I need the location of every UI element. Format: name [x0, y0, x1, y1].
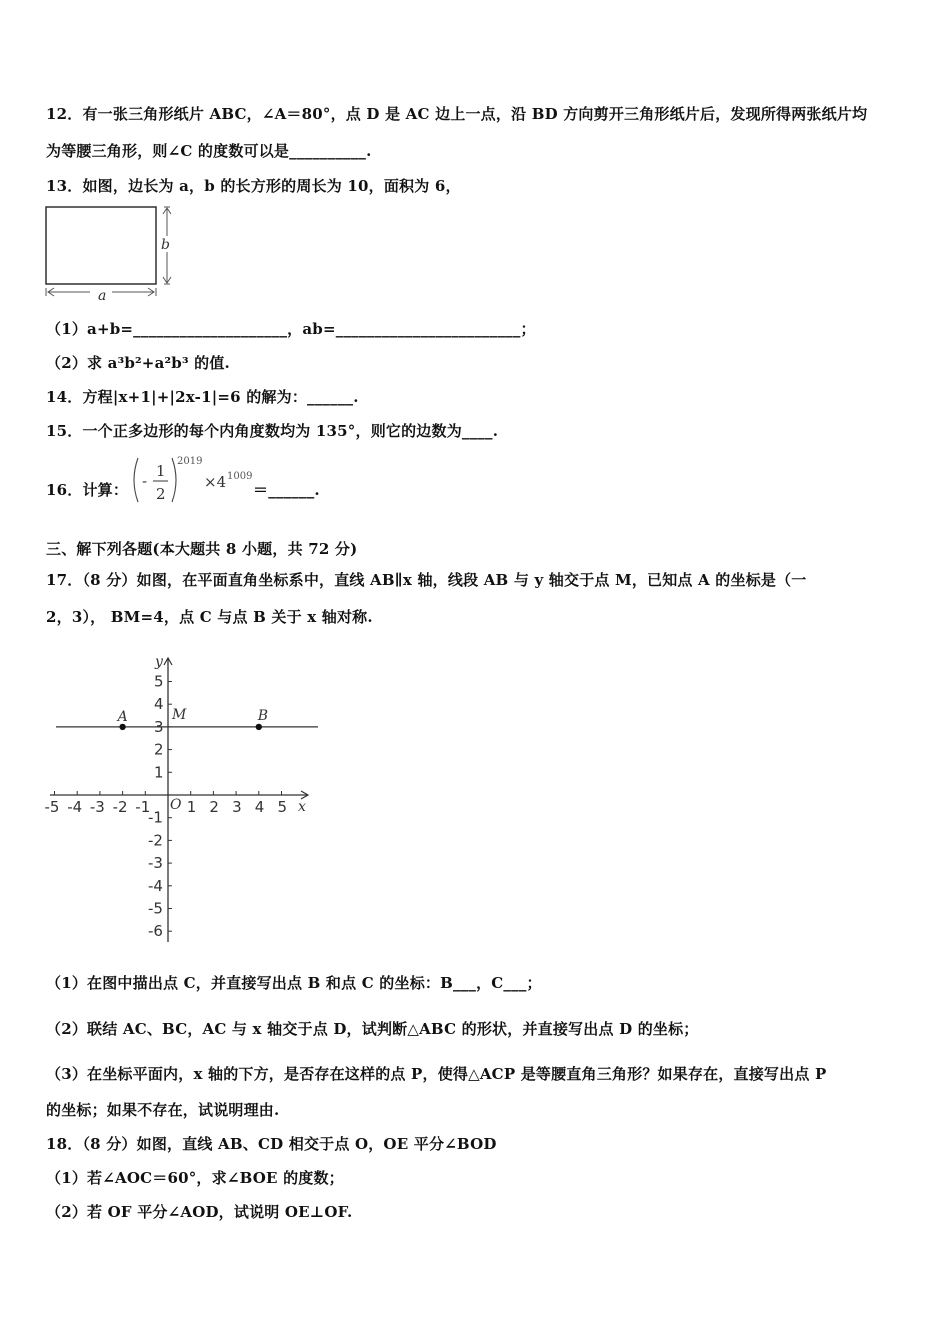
y-tick-label: 5 [154, 672, 164, 691]
q16-denominator: 2 [156, 485, 166, 503]
origin-label: O [170, 797, 182, 813]
x-tick-label: 4 [254, 798, 265, 816]
q16-suffix: ＝______. [253, 481, 320, 499]
label-a: a [98, 288, 107, 304]
y-tick-label: -6 [148, 922, 163, 941]
q16-prefix: 16．计算： [46, 481, 129, 499]
y-tick-label: 3 [154, 717, 164, 736]
coordinate-plane [46, 650, 326, 950]
y-tick-label: -3 [148, 854, 163, 873]
x-tick-label: 2 [209, 798, 219, 816]
q12-line1: 12．有一张三角形纸片 ABC，∠A＝80°，点 D 是 AC 边上一点，沿 BD 方向剪开三角形纸片后，发现所得两张纸片均 [46, 105, 868, 123]
q18-part1: （1）若∠AOC＝60°，求∠BOE 的度数； [46, 1169, 344, 1187]
y-tick-label: 4 [154, 695, 164, 714]
x-axis-label: x [298, 799, 306, 815]
y-tick-label: 2 [154, 740, 164, 759]
section3-title: 三、解下列各题(本大题共 8 小题，共 72 分) [46, 540, 358, 558]
q12-line2: 为等腰三角形，则∠C 的度数可以是__________. [46, 142, 372, 160]
x-tick-label: 3 [232, 798, 242, 816]
q16-numerator: 1 [156, 462, 166, 480]
y-tick-label: -5 [148, 899, 163, 918]
x-tick-label: -5 [44, 798, 60, 816]
rectangle [46, 207, 156, 284]
label-b: b [161, 237, 170, 253]
q17-part3b: 的坐标；如果不存在，试说明理由. [46, 1101, 280, 1119]
q13-stem: 13．如图，边长为 a，b 的长方形的周长为 10，面积为 6， [46, 177, 461, 195]
q17-part3a: （3）在坐标平面内，x 轴的下方，是否存在这样的点 P，使得△ACP 是等腰直角三角形？如果存在，直接写出点 P [46, 1065, 827, 1083]
q16-sign: - [142, 472, 148, 490]
y-tick-label: -1 [148, 808, 163, 827]
y-tick-label: -4 [148, 876, 163, 895]
x-tick-label: 5 [277, 798, 288, 816]
x-tick-label: -1 [135, 798, 151, 816]
x-tick-label: 1 [186, 798, 197, 816]
x-tick-label: -2 [112, 798, 128, 816]
q17-line1: 17．（8 分）如图，在平面直角坐标系中，直线 AB∥x 轴，线段 AB 与 y 轴交于点 M，已知点 A 的坐标是（一 [46, 571, 807, 589]
point-a-label: A [117, 708, 128, 725]
q17-line2: 2，3）， BM=4，点 C 与点 B 关于 x 轴对称. [46, 608, 373, 626]
rectangle-figure [40, 200, 180, 306]
q18-stem: 18．（8 分）如图，直线 AB、CD 相交于点 O，OE 平分∠BOD [46, 1135, 497, 1153]
q14-text: 14．方程|x+1|+|2x-1|=6 的解为：______. [46, 388, 359, 406]
q15-text: 15．一个正多边形的每个内角度数均为 135°，则它的边数为____. [46, 422, 499, 440]
x-tick-label: -4 [67, 798, 83, 816]
q16-times: ×4 [204, 473, 227, 491]
point-b-label: B [257, 707, 269, 724]
q16-exponent-1: 2019 [177, 456, 203, 467]
y-tick-label: 1 [154, 763, 164, 782]
x-tick-label: -3 [89, 798, 105, 816]
q17-part1: （1）在图中描出点 C，并直接写出点 B 和点 C 的坐标：B___，C___； [46, 974, 542, 992]
q13-part2: （2）求 a³b²+a²b³ 的值. [46, 354, 230, 372]
point-m-label: M [172, 706, 187, 723]
q13-part1: （1）a+b=____________________，ab=________________________； [46, 320, 536, 338]
point-b [256, 724, 262, 730]
q16-exponent-2: 1009 [227, 471, 253, 482]
q17-part2: （2）联结 AC、BC，AC 与 x 轴交于点 D，试判断△ABC 的形状，并直接写出点 D 的坐标； [46, 1020, 699, 1038]
q18-part2: （2）若 OF 平分∠AOD，试说明 OE⊥OF. [46, 1203, 353, 1221]
y-axis-label: y [155, 654, 163, 670]
y-tick-label: -2 [148, 831, 163, 850]
